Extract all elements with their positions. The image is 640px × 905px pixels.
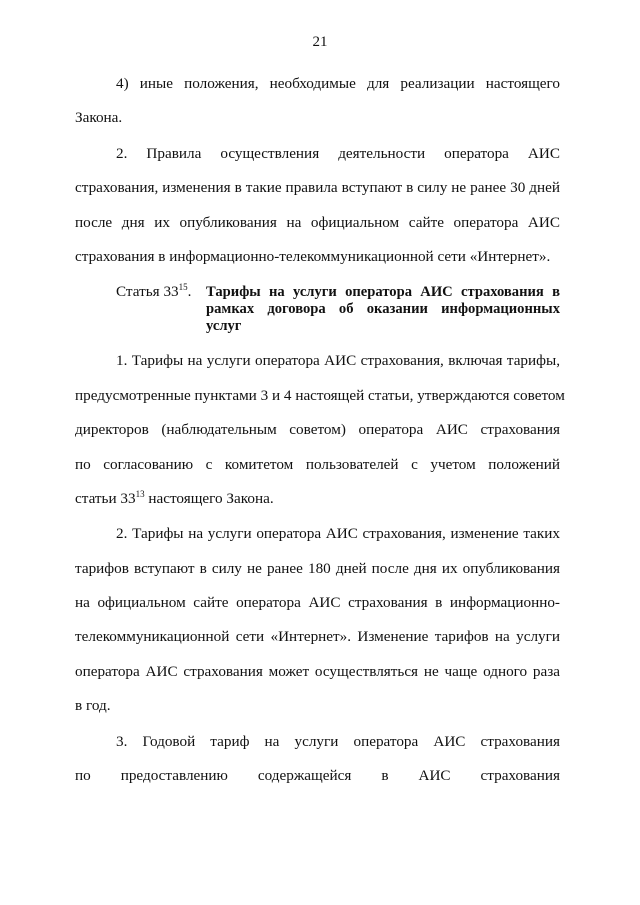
tariff-1-line-1: 1. Тарифы на услуги оператора АИС страхования, включая тарифы, <box>116 352 560 369</box>
tariff-2-line-2: тарифов вступают в силу не ранее 180 дней после дня их опубликования <box>75 560 560 577</box>
article-title-line-1: Тарифы на услуги оператора АИС страхования в <box>206 284 560 300</box>
tariff-1-last-suffix: настоящего Закона. <box>144 490 274 507</box>
tariff-1-line-4: по согласованию с комитетом пользователей с учетом положений <box>75 456 560 473</box>
article-title <box>206 284 560 335</box>
article-label-suffix: . <box>187 283 192 300</box>
article-title-line-3: услуг <box>206 318 242 334</box>
tariff-2-line-5: оператора АИС страхования может осуществляться не чаще одного раза <box>75 663 560 680</box>
article-label-superscript: 15 <box>178 282 188 292</box>
tariff-1-superscript: 13 <box>135 489 145 499</box>
rules-para-line-3: после дня их опубликования на официальном сайте оператора АИС <box>75 214 560 231</box>
tariff-3-line-1: 3. Годовой тариф на услуги оператора АИС страхования <box>116 733 560 750</box>
tariff-2-line-6: в год. <box>75 697 111 714</box>
page-number: 21 <box>312 34 328 50</box>
tariff-3-line-2: по предоставлению содержащейся в АИС страхования <box>75 767 560 784</box>
article-label-prefix: Статья 33 <box>116 283 179 300</box>
article-title-line-2: рамках договора об оказании информационных <box>206 301 560 317</box>
tariff-1-line-2: предусмотренные пунктами 3 и 4 настоящей статьи, утверждаются советом <box>75 387 565 404</box>
tariff-1-line-5 <box>75 489 560 509</box>
item-4-line-2: Закона. <box>75 109 123 126</box>
tariff-2-line-3: на официальном сайте оператора АИС страхования в информационно- <box>75 594 560 611</box>
item-4-line-1: 4) иные положения, необходимые для реализации настоящего <box>116 75 560 92</box>
tariff-1-last-prefix: статьи 33 <box>75 490 136 507</box>
tariff-1-line-3: директоров (наблюдательным советом) оператора АИС страхования <box>75 421 560 438</box>
rules-para-line-4: страхования в информационно-телекоммуникационной сети «Интернет». <box>75 248 551 265</box>
rules-para-line-2: страхования, изменения в такие правила вступают в силу не ранее 30 дней <box>75 179 560 196</box>
rules-para-line-1: 2. Правила осуществления деятельности оператора АИС <box>116 145 560 162</box>
article-label <box>116 282 191 302</box>
tariff-2-line-1: 2. Тарифы на услуги оператора АИС страхования, изменение таких <box>116 525 560 542</box>
tariff-2-line-4: телекоммуникационной сети «Интернет». Изменение тарифов на услуги <box>75 628 560 645</box>
